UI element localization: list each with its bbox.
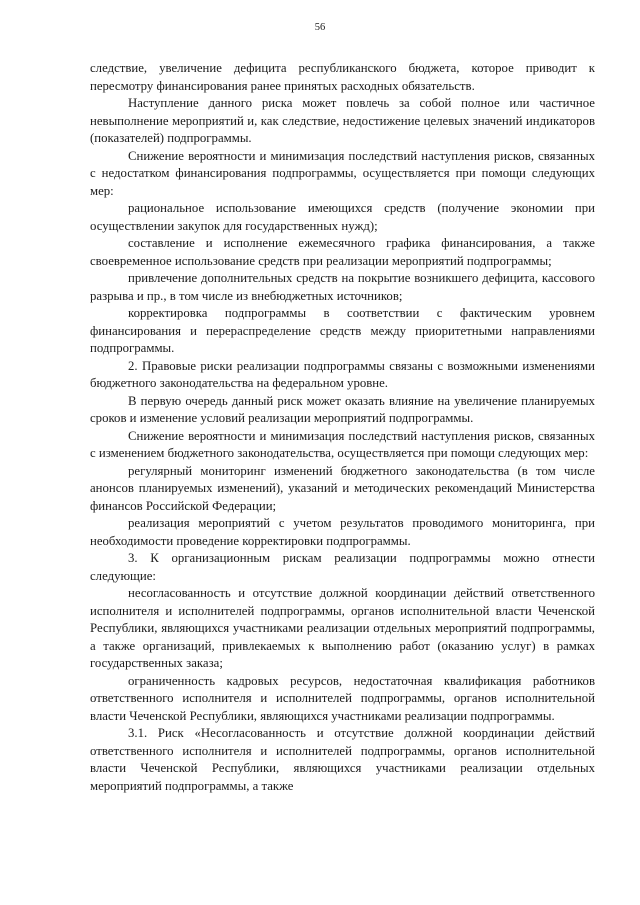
paragraph: ограниченность кадровых ресурсов, недостаточная квалификация работников ответственного исполнителя и исполнителей подпрограммы, органов исполнительной власти Чеченской Республики, являющихся участниками реализации подпрограммы. <box>90 673 595 723</box>
paragraph: корректировка подпрограммы в соответствии с фактическим уровнем финансирования и перераспределение средств между приоритетными направлениями подпрограммы. <box>90 306 595 355</box>
paragraph: Снижение вероятности и минимизация последствий наступления рисков, связанных с изменением бюджетного законодательства, осуществляется при помощи следующих мер: <box>90 428 595 460</box>
document-text-body <box>90 60 595 795</box>
paragraph: регулярный мониторинг изменений бюджетного законодательства (в том числе анонсов планируемых изменений), указаний и методических рекомендаций Министерства финансов Российской Федерации; <box>90 463 595 513</box>
paragraph: рациональное использование имеющихся средств (получение экономии при осуществлении закупок для государственных нужд); <box>90 201 595 233</box>
paragraph: несогласованность и отсутствие должной координации действий ответственного исполнителя и исполнителей подпрограммы, органов исполнительной власти Чеченской Республики, являющихся участниками реализации отдельных мероприятий подпрограммы, а также организаций, привлекаемых к выполнению работ (оказанию услуг) в рамках государственных заказа; <box>90 586 595 670</box>
paragraph: Снижение вероятности и минимизация последствий наступления рисков, связанных с недостатком финансирования подпрограммы, осуществляется при помощи следующих мер: <box>90 148 595 198</box>
paragraph: В первую очередь данный риск может оказать влияние на увеличение планируемых сроков и изменение условий реализации мероприятий подпрограммы. <box>90 393 595 425</box>
paragraph: 3. К организационным рискам реализации подпрограммы можно отнести следующие: <box>90 551 595 583</box>
paragraph: Наступление данного риска может повлечь за собой полное или частичное невыполнение мероприятий и, как следствие, недостижение целевых значений индикаторов (показателей) подпрограммы. <box>90 96 595 145</box>
page-number: 56 <box>314 22 326 33</box>
paragraph: привлечение дополнительных средств на покрытие возникшего дефицита, кассового разрыва и пр., в том числе из внебюджетных источников; <box>90 271 595 303</box>
paragraph: составление и исполнение ежемесячного графика финансирования, а также своевременное использование средств при реализации мероприятий подпрограммы; <box>90 236 595 268</box>
paragraph: 2. Правовые риски реализации подпрограммы связаны с возможными изменениями бюджетного законодательства на федеральном уровне. <box>90 358 595 390</box>
paragraph: 3.1. Риск «Несогласованность и отсутствие должной координации действий ответственного исполнителя и исполнителей подпрограммы, органов исполнительной власти Чеченской Республики, являющихся участниками реализации отдельных мероприятий подпрограммы, а также <box>90 726 595 793</box>
paragraph: реализация мероприятий с учетом результатов проводимого мониторинга, при необходимости проведение корректировки подпрограммы. <box>90 516 595 548</box>
paragraph: следствие, увеличение дефицита республиканского бюджета, которое приводит к пересмотру финансирования ранее принятых расходных обязательств. <box>90 61 595 93</box>
